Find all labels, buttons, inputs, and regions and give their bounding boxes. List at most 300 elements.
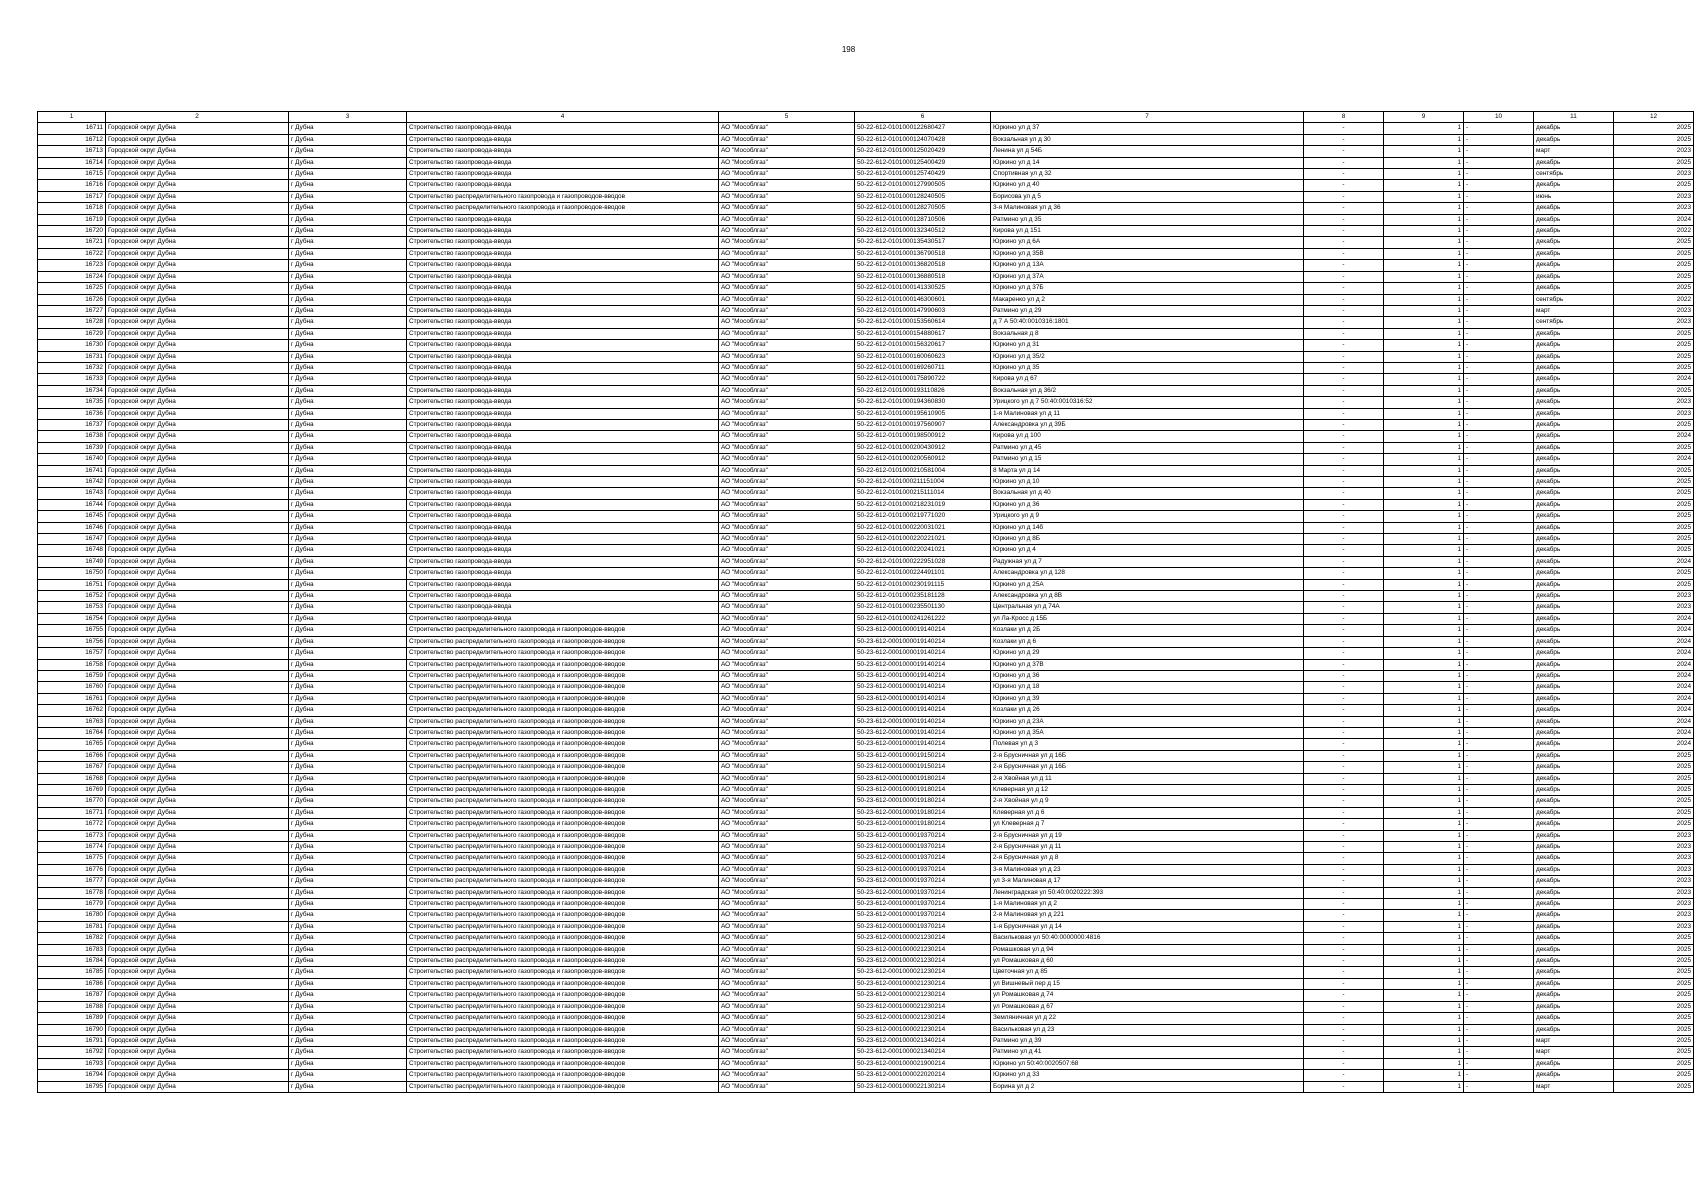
month-cell: декабрь	[1534, 362, 1614, 373]
year-cell: 2024	[1614, 214, 1694, 225]
address-cell: 1-я Малиновая ул д 2	[991, 899, 1304, 910]
col8-cell: -	[1304, 237, 1384, 248]
table-row	[38, 716, 1694, 727]
quantity-cell: 1	[1384, 477, 1464, 488]
municipality-cell: Городской округ Дубна	[106, 773, 289, 784]
address-cell: Юркино ул д 37А	[991, 271, 1304, 282]
address-cell: Центральная ул д 74А	[991, 602, 1304, 613]
organization-cell: АО "Мособлгаз"	[719, 511, 855, 522]
row-number-cell: 16770	[38, 796, 106, 807]
month-cell: декабрь	[1534, 157, 1614, 168]
month-cell: декабрь	[1534, 134, 1614, 145]
locality-cell: г Дубна	[289, 351, 407, 362]
row-number-cell: 16746	[38, 522, 106, 533]
col8-cell: -	[1304, 408, 1384, 419]
month-cell: декабрь	[1534, 864, 1614, 875]
col10-cell: -	[1464, 739, 1534, 750]
work-type-cell: Строительство газопровода-ввода	[407, 602, 719, 613]
quantity-cell: 1	[1384, 214, 1464, 225]
year-cell: 2025	[1614, 773, 1694, 784]
address-cell: Козлаки ул д 6	[991, 636, 1304, 647]
row-number-cell: 16784	[38, 956, 106, 967]
application-number-cell: 50-22-612-0101000125020429	[855, 146, 991, 157]
work-type-cell: Строительство газопровода-ввода	[407, 260, 719, 271]
row-number-cell: 16765	[38, 739, 106, 750]
col8-cell: -	[1304, 762, 1384, 773]
year-cell: 2024	[1614, 682, 1694, 693]
municipality-cell: Городской округ Дубна	[106, 659, 289, 670]
work-type-cell: Строительство распределительного газопровода и газопроводов-вводов	[407, 648, 719, 659]
table-row	[38, 499, 1694, 510]
year-cell: 2025	[1614, 271, 1694, 282]
col8-cell: -	[1304, 499, 1384, 510]
year-cell: 2025	[1614, 283, 1694, 294]
work-type-cell: Строительство газопровода-ввода	[407, 431, 719, 442]
row-number-cell: 16714	[38, 157, 106, 168]
locality-cell: г Дубна	[289, 157, 407, 168]
address-cell: Юркино ул д 35А	[991, 727, 1304, 738]
application-number-cell: 50-23-612-0001000019370214	[855, 842, 991, 853]
application-number-cell: 50-22-612-0101000193110826	[855, 385, 991, 396]
application-number-cell: 50-23-612-0001000019370214	[855, 853, 991, 864]
municipality-cell: Городской округ Дубна	[106, 636, 289, 647]
organization-cell: АО "Мособлгаз"	[719, 522, 855, 533]
year-cell: 2023	[1614, 146, 1694, 157]
col10-cell: -	[1464, 374, 1534, 385]
application-number-cell: 50-22-612-0101000128240505	[855, 191, 991, 202]
organization-cell: АО "Мособлгаз"	[719, 134, 855, 145]
year-cell: 2025	[1614, 944, 1694, 955]
col10-cell: -	[1464, 1013, 1534, 1024]
col10-cell: -	[1464, 556, 1534, 567]
row-number-cell: 16775	[38, 853, 106, 864]
col10-cell: -	[1464, 385, 1534, 396]
locality-cell: г Дубна	[289, 408, 407, 419]
col10-cell: -	[1464, 705, 1534, 716]
col8-cell: -	[1304, 488, 1384, 499]
col8-cell: -	[1304, 123, 1384, 134]
municipality-cell: Городской округ Дубна	[106, 864, 289, 875]
row-number-cell: 16780	[38, 910, 106, 921]
col8-cell: -	[1304, 511, 1384, 522]
col10-cell: -	[1464, 853, 1534, 864]
application-number-cell: 50-23-612-0001000021230214	[855, 933, 991, 944]
col8-cell: -	[1304, 990, 1384, 1001]
application-number-cell: 50-22-612-0101000220031021	[855, 522, 991, 533]
quantity-cell: 1	[1384, 522, 1464, 533]
locality-cell: г Дубна	[289, 1081, 407, 1092]
col8-cell: -	[1304, 602, 1384, 613]
address-cell: Ратмино ул д 15	[991, 454, 1304, 465]
work-type-cell: Строительство газопровода-ввода	[407, 477, 719, 488]
col8-cell: -	[1304, 134, 1384, 145]
address-cell: Юркино ул д 18	[991, 682, 1304, 693]
col10-cell: -	[1464, 534, 1534, 545]
application-number-cell: 50-23-612-0001000019180214	[855, 807, 991, 818]
row-number-cell: 16771	[38, 807, 106, 818]
row-number-cell: 16750	[38, 568, 106, 579]
application-number-cell: 50-22-612-0101000124070428	[855, 134, 991, 145]
address-cell: Васильковая ул д 23	[991, 1024, 1304, 1035]
municipality-cell: Городской округ Дубна	[106, 237, 289, 248]
year-cell: 2024	[1614, 556, 1694, 567]
quantity-cell: 1	[1384, 636, 1464, 647]
row-number-cell: 16723	[38, 260, 106, 271]
row-number-cell: 16712	[38, 134, 106, 145]
table-row	[38, 545, 1694, 556]
organization-cell: АО "Мособлгаз"	[719, 340, 855, 351]
work-type-cell: Строительство газопровода-ввода	[407, 351, 719, 362]
work-type-cell: Строительство распределительного газопровода и газопроводов-вводов	[407, 830, 719, 841]
address-cell: Юркино ул д 39	[991, 693, 1304, 704]
month-cell: декабрь	[1534, 773, 1614, 784]
address-cell: Ратмино ул д 45	[991, 442, 1304, 453]
year-cell: 2025	[1614, 1024, 1694, 1035]
application-number-cell: 50-22-612-0101000146300601	[855, 294, 991, 305]
municipality-cell: Городской округ Дубна	[106, 317, 289, 328]
locality-cell: г Дубна	[289, 237, 407, 248]
address-cell: ул Ромашковая д 74	[991, 990, 1304, 1001]
organization-cell: АО "Мособлгаз"	[719, 123, 855, 134]
work-type-cell: Строительство газопровода-ввода	[407, 556, 719, 567]
col8-cell: -	[1304, 921, 1384, 932]
address-cell: Юркино ул д 10	[991, 477, 1304, 488]
quantity-cell: 1	[1384, 659, 1464, 670]
work-type-cell: Строительство газопровода-ввода	[407, 328, 719, 339]
col8-cell: -	[1304, 625, 1384, 636]
application-number-cell: 50-23-612-0001000019140214	[855, 670, 991, 681]
table-row	[38, 1024, 1694, 1035]
address-cell: ул Ромашковая д 67	[991, 1001, 1304, 1012]
municipality-cell: Городской округ Дубна	[106, 967, 289, 978]
organization-cell: АО "Мособлгаз"	[719, 499, 855, 510]
work-type-cell: Строительство распределительного газопровода и газопроводов-вводов	[407, 773, 719, 784]
locality-cell: г Дубна	[289, 123, 407, 134]
col8-cell: -	[1304, 705, 1384, 716]
locality-cell: г Дубна	[289, 385, 407, 396]
municipality-cell: Городской округ Дубна	[106, 990, 289, 1001]
organization-cell: АО "Мособлгаз"	[719, 397, 855, 408]
month-cell: декабрь	[1534, 796, 1614, 807]
application-number-cell: 50-23-612-0001000021230214	[855, 956, 991, 967]
municipality-cell: Городской округ Дубна	[106, 1024, 289, 1035]
address-cell: Козлаки ул д 26	[991, 705, 1304, 716]
year-cell: 2025	[1614, 534, 1694, 545]
quantity-cell: 1	[1384, 967, 1464, 978]
quantity-cell: 1	[1384, 340, 1464, 351]
table-row	[38, 351, 1694, 362]
municipality-cell: Городской округ Дубна	[106, 340, 289, 351]
work-type-cell: Строительство газопровода-ввода	[407, 237, 719, 248]
row-number-cell: 16734	[38, 385, 106, 396]
row-number-cell: 16794	[38, 1070, 106, 1081]
application-number-cell: 50-22-612-0101000194360830	[855, 397, 991, 408]
address-cell: Юркино ул д 29	[991, 648, 1304, 659]
locality-cell: г Дубна	[289, 693, 407, 704]
quantity-cell: 1	[1384, 1058, 1464, 1069]
col8-cell: -	[1304, 1024, 1384, 1035]
header-cell-4: 4	[407, 112, 719, 123]
application-number-cell: 50-23-612-0001000019140214	[855, 727, 991, 738]
row-number-cell: 16725	[38, 283, 106, 294]
month-cell: декабрь	[1534, 625, 1614, 636]
work-type-cell: Строительство газопровода-ввода	[407, 397, 719, 408]
address-cell: Полевая ул д 3	[991, 739, 1304, 750]
col8-cell: -	[1304, 807, 1384, 818]
col8-cell: -	[1304, 146, 1384, 157]
col8-cell: -	[1304, 944, 1384, 955]
address-cell: Кирова ул д 67	[991, 374, 1304, 385]
locality-cell: г Дубна	[289, 807, 407, 818]
year-cell: 2025	[1614, 1058, 1694, 1069]
address-cell: Вокзальная ул д 40	[991, 488, 1304, 499]
table-row	[38, 340, 1694, 351]
work-type-cell: Строительство газопровода-ввода	[407, 317, 719, 328]
year-cell: 2025	[1614, 499, 1694, 510]
table-row	[38, 1047, 1694, 1058]
locality-cell: г Дубна	[289, 260, 407, 271]
municipality-cell: Городской округ Дубна	[106, 442, 289, 453]
application-number-cell: 50-22-612-0101000224491101	[855, 568, 991, 579]
work-type-cell: Строительство газопровода-ввода	[407, 499, 719, 510]
address-cell: Юркино ул 50:40:0020507:68	[991, 1058, 1304, 1069]
municipality-cell: Городской округ Дубна	[106, 933, 289, 944]
quantity-cell: 1	[1384, 465, 1464, 476]
month-cell: декабрь	[1534, 431, 1614, 442]
organization-cell: АО "Мособлгаз"	[719, 670, 855, 681]
municipality-cell: Городской округ Дубна	[106, 214, 289, 225]
row-number-cell: 16733	[38, 374, 106, 385]
row-number-cell: 16788	[38, 1001, 106, 1012]
col8-cell: -	[1304, 214, 1384, 225]
month-cell: декабрь	[1534, 807, 1614, 818]
municipality-cell: Городской округ Дубна	[106, 511, 289, 522]
table-row	[38, 442, 1694, 453]
table-row	[38, 682, 1694, 693]
col8-cell: -	[1304, 180, 1384, 191]
row-number-cell: 16753	[38, 602, 106, 613]
col10-cell: -	[1464, 454, 1534, 465]
organization-cell: АО "Мособлгаз"	[719, 317, 855, 328]
locality-cell: г Дубна	[289, 1047, 407, 1058]
address-cell: 8 Марта ул д 14	[991, 465, 1304, 476]
municipality-cell: Городской округ Дубна	[106, 271, 289, 282]
header-row	[38, 112, 1694, 123]
row-number-cell: 16744	[38, 499, 106, 510]
municipality-cell: Городской округ Дубна	[106, 351, 289, 362]
municipality-cell: Городской округ Дубна	[106, 408, 289, 419]
row-number-cell: 16779	[38, 899, 106, 910]
month-cell: декабрь	[1534, 522, 1614, 533]
address-cell: Ратмино ул д 35	[991, 214, 1304, 225]
address-cell: 2-я Брусничная ул д 8	[991, 853, 1304, 864]
municipality-cell: Городской округ Дубна	[106, 921, 289, 932]
month-cell: декабрь	[1534, 283, 1614, 294]
quantity-cell: 1	[1384, 534, 1464, 545]
work-type-cell: Строительство распределительного газопровода и газопроводов-вводов	[407, 978, 719, 989]
work-type-cell: Строительство распределительного газопровода и газопроводов-вводов	[407, 796, 719, 807]
table-row	[38, 283, 1694, 294]
organization-cell: АО "Мособлгаз"	[719, 568, 855, 579]
municipality-cell: Городской округ Дубна	[106, 1047, 289, 1058]
municipality-cell: Городской округ Дубна	[106, 750, 289, 761]
col10-cell: -	[1464, 511, 1534, 522]
col10-cell: -	[1464, 1081, 1534, 1092]
month-cell: декабрь	[1534, 1058, 1614, 1069]
locality-cell: г Дубна	[289, 727, 407, 738]
locality-cell: г Дубна	[289, 933, 407, 944]
row-number-cell: 16736	[38, 408, 106, 419]
table-row	[38, 876, 1694, 887]
year-cell: 2025	[1614, 488, 1694, 499]
row-number-cell: 16737	[38, 419, 106, 430]
quantity-cell: 1	[1384, 317, 1464, 328]
row-number-cell: 16785	[38, 967, 106, 978]
col10-cell: -	[1464, 625, 1534, 636]
address-cell: 3-я Малиновая ул д 23	[991, 864, 1304, 875]
quantity-cell: 1	[1384, 796, 1464, 807]
year-cell: 2025	[1614, 419, 1694, 430]
col10-cell: -	[1464, 1024, 1534, 1035]
work-type-cell: Строительство распределительного газопровода и газопроводов-вводов	[407, 682, 719, 693]
organization-cell: АО "Мособлгаз"	[719, 727, 855, 738]
table-row	[38, 591, 1694, 602]
locality-cell: г Дубна	[289, 978, 407, 989]
year-cell: 2025	[1614, 807, 1694, 818]
year-cell: 2024	[1614, 613, 1694, 624]
quantity-cell: 1	[1384, 944, 1464, 955]
month-cell: декабрь	[1534, 351, 1614, 362]
locality-cell: г Дубна	[289, 853, 407, 864]
address-cell: Юркино ул д 13А	[991, 260, 1304, 271]
col10-cell: -	[1464, 602, 1534, 613]
col8-cell: -	[1304, 1070, 1384, 1081]
work-type-cell: Строительство газопровода-ввода	[407, 283, 719, 294]
header-cell-7: 7	[991, 112, 1304, 123]
application-number-cell: 50-22-612-0101000141330525	[855, 283, 991, 294]
year-cell: 2023	[1614, 830, 1694, 841]
col10-cell: -	[1464, 180, 1534, 191]
table-row	[38, 910, 1694, 921]
application-number-cell: 50-22-612-0101000136880518	[855, 271, 991, 282]
col10-cell: -	[1464, 967, 1534, 978]
work-type-cell: Строительство газопровода-ввода	[407, 123, 719, 134]
table-row	[38, 670, 1694, 681]
month-cell: декабрь	[1534, 419, 1614, 430]
work-type-cell: Строительство газопровода-ввода	[407, 214, 719, 225]
col10-cell: -	[1464, 990, 1534, 1001]
municipality-cell: Городской округ Дубна	[106, 556, 289, 567]
organization-cell: АО "Мособлгаз"	[719, 659, 855, 670]
locality-cell: г Дубна	[289, 191, 407, 202]
col8-cell: -	[1304, 739, 1384, 750]
month-cell: март	[1534, 1047, 1614, 1058]
col8-cell: -	[1304, 773, 1384, 784]
municipality-cell: Городской округ Дубна	[106, 180, 289, 191]
row-number-cell: 16790	[38, 1024, 106, 1035]
row-number-cell: 16764	[38, 727, 106, 738]
address-cell: Вокзальная ул д 36/2	[991, 385, 1304, 396]
col10-cell: -	[1464, 134, 1534, 145]
table-row	[38, 556, 1694, 567]
address-cell: Юркино ул д 37	[991, 123, 1304, 134]
municipality-cell: Городской округ Дубна	[106, 842, 289, 853]
municipality-cell: Городской округ Дубна	[106, 534, 289, 545]
quantity-cell: 1	[1384, 625, 1464, 636]
col8-cell: -	[1304, 716, 1384, 727]
year-cell: 2023	[1614, 864, 1694, 875]
table-header	[38, 112, 1694, 123]
application-number-cell: 50-22-612-0101000218231019	[855, 499, 991, 510]
col8-cell: -	[1304, 169, 1384, 180]
application-number-cell: 50-23-612-0001000019140214	[855, 693, 991, 704]
year-cell: 2023	[1614, 602, 1694, 613]
col8-cell: -	[1304, 967, 1384, 978]
address-cell: Васильковая ул 50:40:0000000:4816	[991, 933, 1304, 944]
municipality-cell: Городской округ Дубна	[106, 784, 289, 795]
col10-cell: -	[1464, 328, 1534, 339]
application-number-cell: 50-23-612-0001000019370214	[855, 876, 991, 887]
locality-cell: г Дубна	[289, 180, 407, 191]
organization-cell: АО "Мособлгаз"	[719, 842, 855, 853]
address-cell: Юркино ул д 35В	[991, 248, 1304, 259]
organization-cell: АО "Мособлгаз"	[719, 887, 855, 898]
col10-cell: -	[1464, 784, 1534, 795]
address-cell: Юркино ул д 8Б	[991, 534, 1304, 545]
organization-cell: АО "Мособлгаз"	[719, 545, 855, 556]
work-type-cell: Строительство распределительного газопровода и газопроводов-вводов	[407, 659, 719, 670]
table-row	[38, 944, 1694, 955]
work-type-cell: Строительство распределительного газопровода и газопроводов-вводов	[407, 967, 719, 978]
table-row	[38, 123, 1694, 134]
col8-cell: -	[1304, 727, 1384, 738]
year-cell: 2022	[1614, 294, 1694, 305]
work-type-cell: Строительство распределительного газопровода и газопроводов-вводов	[407, 693, 719, 704]
row-number-cell: 16728	[38, 317, 106, 328]
address-cell: Ромашковая ул д 94	[991, 944, 1304, 955]
quantity-cell: 1	[1384, 374, 1464, 385]
quantity-cell: 1	[1384, 830, 1464, 841]
work-type-cell: Строительство распределительного газопровода и газопроводов-вводов	[407, 899, 719, 910]
table-row	[38, 990, 1694, 1001]
municipality-cell: Городской округ Дубна	[106, 169, 289, 180]
municipality-cell: Городской округ Дубна	[106, 374, 289, 385]
organization-cell: АО "Мособлгаз"	[719, 613, 855, 624]
month-cell: декабрь	[1534, 488, 1614, 499]
col10-cell: -	[1464, 477, 1534, 488]
table-row	[38, 419, 1694, 430]
work-type-cell: Строительство газопровода-ввода	[407, 442, 719, 453]
col8-cell: -	[1304, 670, 1384, 681]
quantity-cell: 1	[1384, 921, 1464, 932]
month-cell: сентябрь	[1534, 294, 1614, 305]
col10-cell: -	[1464, 1070, 1534, 1081]
locality-cell: г Дубна	[289, 705, 407, 716]
application-number-cell: 50-22-612-0101000125740429	[855, 169, 991, 180]
work-type-cell: Строительство распределительного газопровода и газопроводов-вводов	[407, 750, 719, 761]
organization-cell: АО "Мособлгаз"	[719, 169, 855, 180]
locality-cell: г Дубна	[289, 876, 407, 887]
col8-cell: -	[1304, 522, 1384, 533]
table-row	[38, 226, 1694, 237]
col8-cell: -	[1304, 1013, 1384, 1024]
year-cell: 2025	[1614, 762, 1694, 773]
municipality-cell: Городской округ Дубна	[106, 362, 289, 373]
application-number-cell: 50-22-612-0101000128710506	[855, 214, 991, 225]
quantity-cell: 1	[1384, 351, 1464, 362]
col8-cell: -	[1304, 477, 1384, 488]
organization-cell: АО "Мособлгаз"	[719, 305, 855, 316]
